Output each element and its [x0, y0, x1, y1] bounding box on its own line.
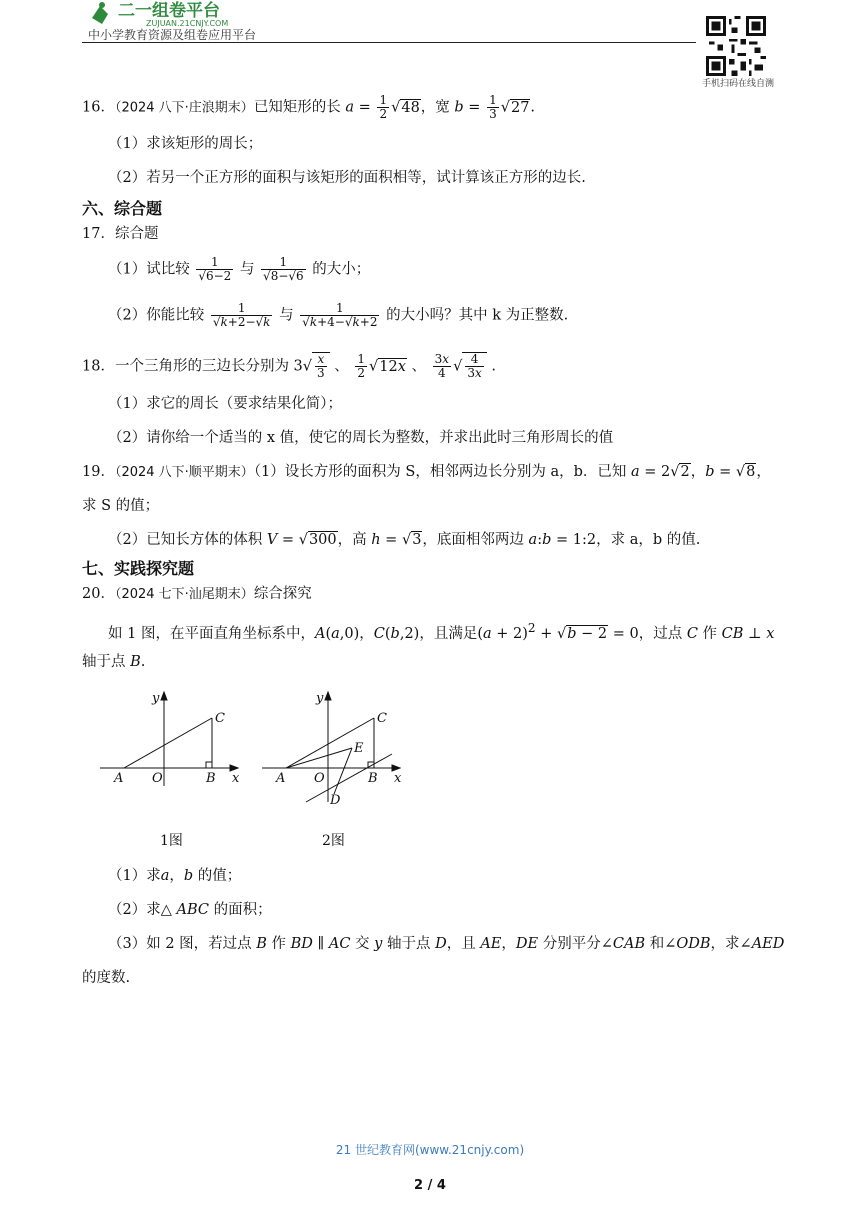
- q20-p3-h: ，求∠: [710, 936, 752, 952]
- q20-stem-line2-text: 轴于点: [82, 654, 126, 670]
- q20-title: [82, 584, 312, 605]
- qr-code-icon[interactable]: [706, 16, 766, 76]
- q19-part2: （2）已知长方体的体积 V = √300，高 h = √3，底面相邻两边 a:b = 1:2，求 a，b 的值.: [108, 532, 701, 548]
- q20-stem-a: 如 1 图，在平面直角坐标系中，: [108, 625, 315, 642]
- q19-p2-a: （2）已知长方体的体积: [108, 532, 263, 548]
- q19-number: 19．: [82, 464, 115, 480]
- q20-stem-c: ，过点: [638, 625, 683, 642]
- svg-text:E: E: [354, 741, 364, 756]
- svg-text:C: C: [215, 711, 225, 726]
- q18-sep-2: 、: [411, 358, 427, 375]
- q16-part2: （2）若另一个正方形的面积与该矩形的面积相等，试计算该正方形的边长.: [108, 170, 586, 186]
- svg-text:x: x: [232, 771, 240, 786]
- logo-text: 二一组卷平台: [118, 1, 220, 21]
- q20-p2-text: （2）求△: [108, 902, 172, 918]
- q17-frac-1: $\frac{1}{√6-2}$: [198, 255, 232, 283]
- svg-text:y: y: [316, 691, 324, 706]
- q20-p3-d: 轴于点: [386, 936, 431, 952]
- qr-caption: 手机扫码在线自测: [701, 79, 774, 89]
- q17-part1: [108, 256, 370, 283]
- q17-frac-3: $\frac{1}{√k+2-√k}$: [212, 301, 271, 329]
- page-number: 2 / 4: [414, 1178, 446, 1193]
- q17-p1-mid: 与: [239, 261, 255, 278]
- q16-stem-b: ，宽: [420, 99, 450, 116]
- q20-number: 20．: [82, 586, 115, 602]
- q17-part2: [108, 302, 568, 329]
- q18-part2: （2）请你给一个适当的 x 值，使它的周长为整数，并求出此时三角形周长的值: [108, 430, 614, 446]
- q20-stem-line2: 轴于点 B.: [82, 654, 146, 670]
- q20-p1-end: 的值；: [197, 868, 242, 884]
- q16-stem: 16．（2024 八下·庄浪期末）已知矩形的长 a = $\frac{1}{2}$ √48，宽 b = $\frac{1}{3}$ √27.: [82, 93, 536, 121]
- logo-domain: ZUJUAN.21CNJY.COM: [146, 19, 229, 28]
- svg-text:C: C: [377, 711, 387, 726]
- q19-stem-line2: 求 S 的值；: [82, 498, 160, 514]
- q18-stem-text: 18．一个三角形的三边长分别为: [82, 358, 289, 375]
- site-logo: [88, 0, 278, 28]
- svg-text:y: y: [152, 691, 160, 706]
- footer-link[interactable]: 21 世纪教育网(www.21cnjy.com): [335, 1143, 525, 1157]
- q19-p2-d: ，求 a，b 的值.: [596, 532, 701, 548]
- svg-text:O: O: [152, 771, 163, 786]
- q20-part3-line2: 的度数.: [82, 970, 131, 986]
- q18-sep-1: 、: [334, 358, 349, 375]
- q17-title: 17．综合题: [82, 226, 159, 242]
- svg-text:A: A: [114, 771, 124, 786]
- q16-source: （2024 八下·庄浪期末）: [114, 100, 254, 116]
- svg-text:B: B: [206, 771, 216, 786]
- q16-number: 16．: [82, 99, 115, 116]
- q18-stem: 18．一个三角形的三边长分别为 3√ $\frac{x}{3}$ 、 $\frac{1}{2}$ √12x 、 $\frac{3x}{4}$ √ $\frac{4}{3x}$ .: [82, 352, 496, 380]
- q17-p1-end: 的大小；: [312, 261, 371, 278]
- q20-p1-text: （1）求: [108, 868, 161, 884]
- q20-p3-f: 分别平分∠: [542, 936, 613, 952]
- q20-part3: （3）如 2 图，若过点 B 作 BD ∥ AC 交 y 轴于点 D，且 AE，DE 分别平分∠CAB 和∠ODB，求∠AED: [108, 936, 785, 952]
- q18-part1: （1）求它的周长（要求结果化简）；: [108, 396, 342, 412]
- q16-frac-third: $\frac{1}{3}$: [489, 93, 497, 121]
- svg-text:D: D: [330, 793, 341, 808]
- q20-part2: （2）求△ ABC 的面积；: [108, 902, 272, 918]
- q16-stem-a: 已知矩形的长: [253, 99, 341, 116]
- q16-frac-half: $\frac{1}{2}$: [379, 93, 388, 121]
- q17-p2-text: （2）你能比较: [108, 307, 205, 324]
- header-divider: [82, 42, 696, 43]
- q20-stem: 如 1 图，在平面直角坐标系中，A(a,0)，C(b,2)，且满足$(a + 2)^2 + √b - 2 = 0$，过点 C 作 CB ⊥ x: [108, 621, 775, 642]
- section-6-heading: 六、综合题: [82, 199, 163, 218]
- q19-p2-b: ，高: [337, 532, 367, 548]
- svg-text:O: O: [314, 771, 325, 786]
- figure-1: [100, 690, 250, 790]
- q20-part1: （1）求a，b 的值；: [108, 868, 242, 884]
- q19-source: （2024 八下·顺平期末）: [114, 465, 254, 480]
- q19-p2-c: ，底面相邻两边: [422, 532, 524, 548]
- header-subtitle: 中小学教育资源及组卷应用平台: [88, 28, 257, 42]
- q20-title-text: 综合探究: [253, 586, 312, 602]
- section-7-heading: 七、实践探究题: [82, 559, 195, 578]
- q20-p3-b: 作: [271, 936, 287, 952]
- q17-frac-4: $\frac{1}{√k+4-√k+2}$: [302, 301, 378, 329]
- q20-p2-end: 的面积；: [213, 902, 272, 918]
- q16-part1: （1）求该矩形的周长；: [108, 136, 263, 152]
- q17-p2-mid: 与: [279, 307, 294, 324]
- svg-text:A: A: [276, 771, 286, 786]
- svg-text:B: B: [368, 771, 378, 786]
- q18-end: .: [491, 358, 496, 375]
- figure-2: [262, 690, 412, 810]
- q20-p3-e: ，且: [446, 936, 476, 952]
- q17-p1-text: （1）试比较: [108, 261, 190, 278]
- q20-p3-c: 交: [355, 936, 370, 952]
- q20-stem-b: ，且满足: [419, 625, 478, 642]
- svg-text:x: x: [394, 771, 402, 786]
- q17-p2-end: 的大小吗？其中 k 为正整数.: [386, 307, 569, 324]
- q20-source: （2024 七下·汕尾期末）: [114, 587, 254, 602]
- q19-stem-text: （1）设长方形的面积为 S，相邻两边长分别为 a，b．已知: [253, 464, 627, 480]
- figure-2-caption: 2图: [322, 833, 345, 849]
- figure-1-caption: 1图: [160, 833, 183, 849]
- q20-p3-a: （3）如 2 图，若过点: [108, 936, 252, 952]
- q16-formula-a: a: [345, 99, 355, 116]
- q17-frac-2: $\frac{1}{√8-√6}$: [263, 255, 304, 283]
- q19-stem: 19．（2024 八下·顺平期末）（1）设长方形的面积为 S，相邻两边长分别为 a，b．已知 a = 2√2，b = √8，: [82, 464, 771, 480]
- q20-stem-d: 作: [702, 625, 718, 642]
- q20-p3-g: 和∠: [649, 936, 677, 952]
